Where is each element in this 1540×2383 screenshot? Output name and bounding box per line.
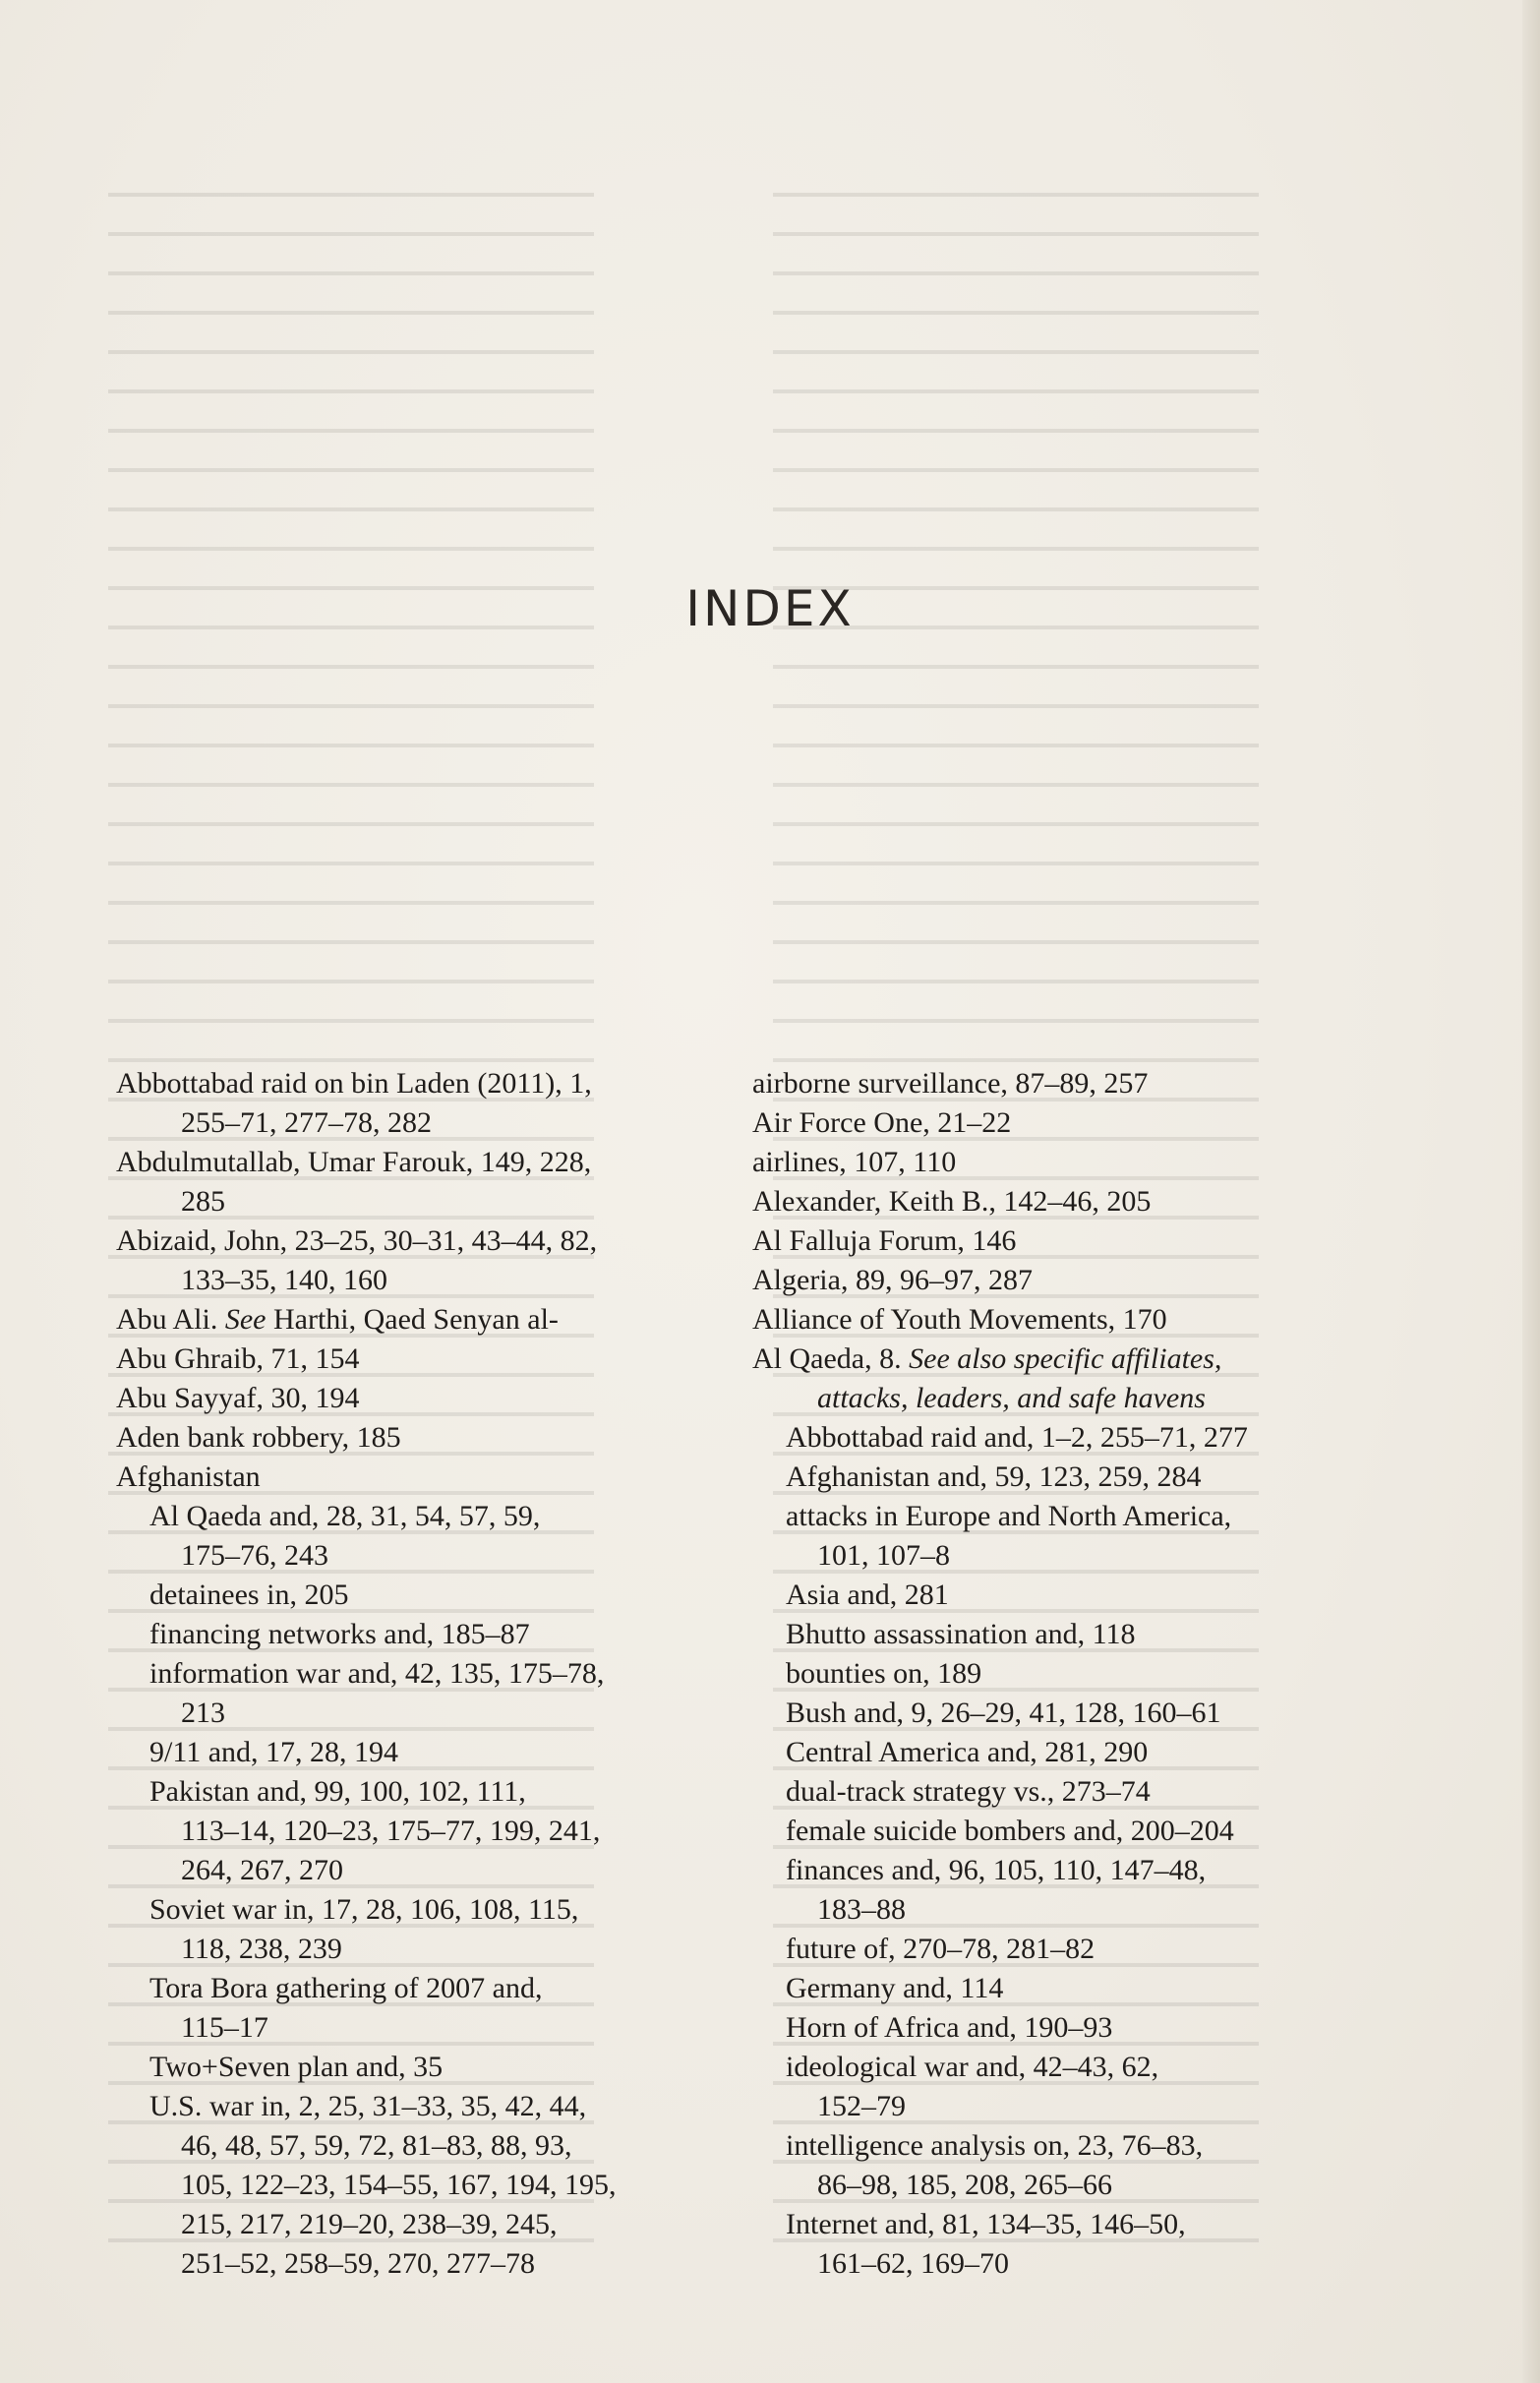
index-entry-continuation: 175–76, 243	[181, 1539, 328, 1572]
index-entry-continuation: 113–14, 120–23, 175–77, 199, 241,	[181, 1815, 601, 1847]
index-subentry: Bush and, 9, 26–29, 41, 128, 160–61	[786, 1697, 1221, 1729]
index-subentry: 9/11 and, 17, 28, 194	[149, 1736, 399, 1768]
index-entry-part: Al Qaeda, 8.	[752, 1342, 910, 1375]
index-column-right	[752, 1064, 1382, 2284]
index-subentry: Two+Seven plan and, 35	[149, 2051, 444, 2083]
index-entry-continuation: 215, 217, 219–20, 238–39, 245,	[181, 2208, 558, 2240]
index-entry: Abu Ghraib, 71, 154	[116, 1342, 360, 1375]
index-entry: Abbottabad raid on bin Laden (2011), 1,	[116, 1067, 592, 1100]
index-entry-continuation: 251–52, 258–59, 270, 277–78	[181, 2247, 535, 2280]
index-subentry: future of, 270–78, 281–82	[786, 1933, 1096, 1965]
index-entry-continuation: 152–79	[817, 2090, 906, 2122]
index-entry-continuation: 133–35, 140, 160	[181, 1264, 387, 1296]
index-entry: Air Force One, 21–22	[752, 1106, 1012, 1139]
index-entry: Aden bank robbery, 185	[116, 1421, 401, 1454]
index-entry-continuation: 161–62, 169–70	[817, 2247, 1009, 2280]
index-subentry: Tora Bora gathering of 2007 and,	[149, 1972, 543, 2004]
index-subentry: ideological war and, 42–43, 62,	[786, 2051, 1159, 2083]
index-entry	[752, 1340, 1382, 1379]
index-entry-continuation: 183–88	[817, 1893, 906, 1926]
index-subentry: intelligence analysis on, 23, 76–83,	[786, 2129, 1204, 2162]
page-edge	[1522, 0, 1540, 2383]
index-subentry: Internet and, 81, 134–35, 146–50,	[786, 2208, 1186, 2240]
index-entry-part: Abu Ali.	[116, 1303, 225, 1336]
index-subentry: information war and, 42, 135, 175–78,	[149, 1657, 605, 1690]
index-entry: Alexander, Keith B., 142–46, 205	[752, 1185, 1152, 1218]
index-entry-part: See also specific affiliates,	[909, 1342, 1222, 1375]
index-subentry: Bhutto assassination and, 118	[786, 1618, 1136, 1650]
index-entry-continuation: 255–71, 277–78, 282	[181, 1106, 432, 1139]
index-entry: Abizaid, John, 23–25, 30–31, 43–44, 82,	[116, 1224, 598, 1257]
index-subentry: attacks in Europe and North America,	[786, 1500, 1232, 1532]
index-entry: Alliance of Youth Movements, 170	[752, 1303, 1167, 1336]
index-entry-continuation: 118, 238, 239	[181, 1933, 342, 1965]
index-subentry: Central America and, 281, 290	[786, 1736, 1149, 1768]
index-column-left	[116, 1064, 745, 2284]
index-entry-continuation: 213	[181, 1697, 225, 1729]
index-entry-part: See	[224, 1303, 267, 1336]
index-subentry: Asia and, 281	[786, 1579, 949, 1611]
index-entry-continuation: attacks, leaders, and safe havens	[817, 1382, 1206, 1414]
index-subentry: Afghanistan and, 59, 123, 259, 284	[786, 1460, 1202, 1493]
index-entry: Abdulmutallab, Umar Farouk, 149, 228,	[116, 1146, 592, 1178]
index-entry: Afghanistan	[116, 1460, 261, 1493]
index-subentry: Germany and, 114	[786, 1972, 1004, 2004]
index-entry: Al Falluja Forum, 146	[752, 1224, 1017, 1257]
index-subentry: finances and, 96, 105, 110, 147–48,	[786, 1854, 1207, 1886]
index-subentry: U.S. war in, 2, 25, 31–33, 35, 42, 44,	[149, 2090, 587, 2122]
index-entry: airborne surveillance, 87–89, 257	[752, 1067, 1149, 1100]
index-entry-continuation: 101, 107–8	[817, 1539, 950, 1572]
index-entry-continuation: 46, 48, 57, 59, 72, 81–83, 88, 93,	[181, 2129, 572, 2162]
index-entry-continuation: 115–17	[181, 2011, 268, 2044]
index-subentry: bounties on, 189	[786, 1657, 982, 1690]
index-entry: Abu Sayyaf, 30, 194	[116, 1382, 360, 1414]
index-entry-continuation: 86–98, 185, 208, 265–66	[817, 2169, 1112, 2201]
index-subentry: dual-track strategy vs., 273–74	[786, 1775, 1151, 1808]
index-subentry: Abbottabad raid and, 1–2, 255–71, 277	[786, 1421, 1248, 1454]
index-entry: airlines, 107, 110	[752, 1146, 957, 1178]
index-entry	[116, 1300, 745, 1340]
index-subentry: Horn of Africa and, 190–93	[786, 2011, 1113, 2044]
index-entry: Algeria, 89, 96–97, 287	[752, 1264, 1033, 1296]
index-subentry: female suicide bombers and, 200–204	[786, 1815, 1234, 1847]
index-entry-continuation: 285	[181, 1185, 225, 1218]
index-subentry: Soviet war in, 17, 28, 106, 108, 115,	[149, 1893, 579, 1926]
index-subentry: Al Qaeda and, 28, 31, 54, 57, 59,	[149, 1500, 541, 1532]
index-entry-continuation: 105, 122–23, 154–55, 167, 194, 195,	[181, 2169, 617, 2201]
index-entry-continuation: 264, 267, 270	[181, 1854, 343, 1886]
index-entry-part: Harthi, Qaed Senyan al-	[266, 1303, 559, 1336]
index-subentry: financing networks and, 185–87	[149, 1618, 530, 1650]
index-subentry: detainees in, 205	[149, 1579, 349, 1611]
index-subentry: Pakistan and, 99, 100, 102, 111,	[149, 1775, 526, 1808]
page-title: INDEX	[685, 579, 855, 637]
